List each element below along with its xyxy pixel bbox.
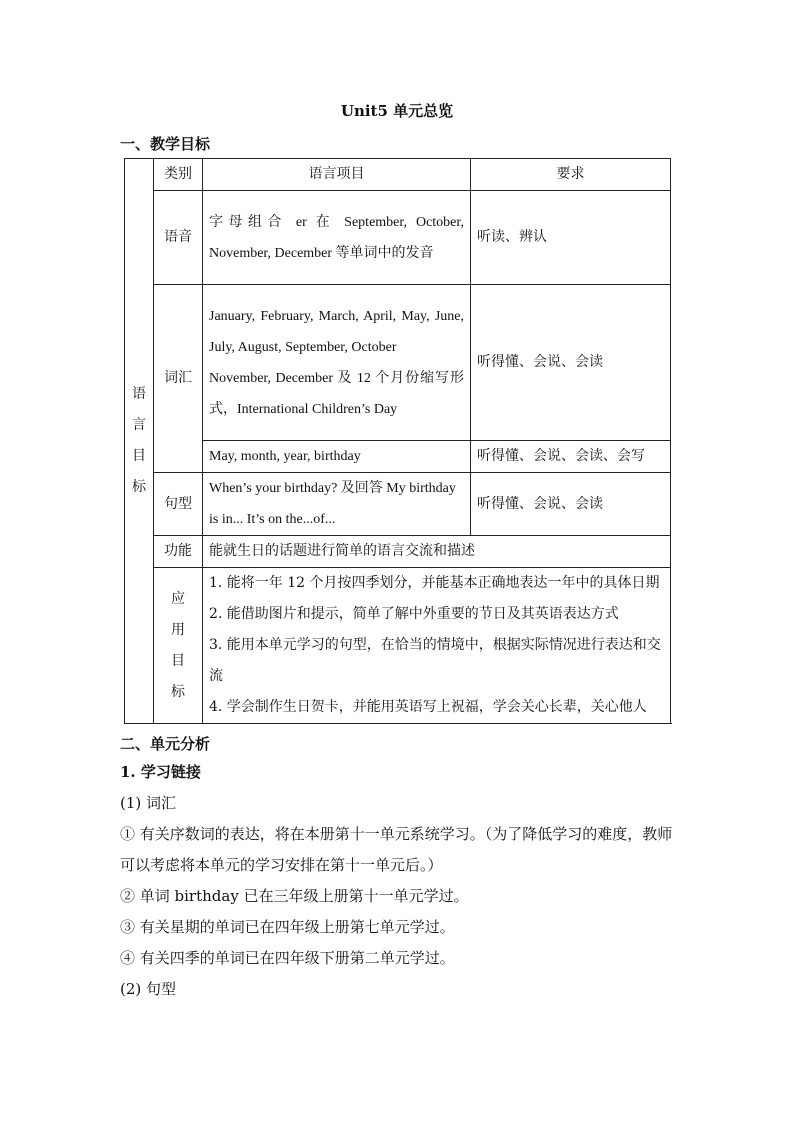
table-row-sentence [125, 473, 671, 536]
item-vocab-months-line1: January, February, March, April, May, June, July, August, September, October [209, 308, 464, 355]
header-requirement: 要求 [471, 159, 671, 191]
table-row-function [125, 536, 671, 568]
header-category: 类别 [154, 159, 203, 191]
item-function: 能就生日的话题进行简单的语言交流和描述 [203, 536, 671, 568]
point-ordinals: ① 有关序数词的表达，将在本册第十一单元系统学习。（为了降低学习的难度，教师可以考虑将本单元的学习安排在第十一单元后。） [120, 825, 673, 874]
application-goal-label [154, 568, 203, 724]
table-row-vocab [125, 285, 671, 441]
requirement-vocab-months: 听得懂、会说、会读 [471, 285, 671, 441]
language-goal-label [125, 159, 154, 724]
category-function: 功能 [154, 536, 203, 568]
requirement-sentence: 听得懂、会说、会读 [471, 473, 671, 536]
header-item: 语言项目 [203, 159, 471, 191]
language-goal-char: 目 [132, 448, 146, 464]
item-sentence: When’s your birthday? 及回答 My birthday is in... It’s on the...of... [203, 473, 471, 536]
application-goal-item: 4. 学会制作生日贺卡，并能用英语写上祝福，学会关心长辈，关心他人 [209, 699, 647, 715]
language-goal-char: 言 [132, 417, 146, 433]
language-goal-char: 标 [132, 479, 146, 495]
category-phonetics: 语音 [154, 191, 203, 285]
item-vocab-months [203, 285, 471, 441]
application-goal-char: 目 [171, 652, 185, 669]
teaching-goals-table [124, 158, 671, 724]
application-goal-item: 2. 能借助图片和提示，简单了解中外重要的节日及其英语表达方式 [209, 606, 619, 622]
vocab-heading: (1) 词汇 [120, 794, 177, 812]
category-sentence: 句型 [154, 473, 203, 536]
point-birthday: ② 单词 birthday 已在三年级上册第十一单元学过。 [120, 887, 469, 905]
subheading-learning-links: 1. 学习链接 [120, 763, 201, 781]
item-phonetics: 字母组合 er 在 September, October, November, December 等单词中的发音 [203, 191, 471, 285]
application-goal-char: 应 [171, 590, 185, 607]
section-heading-goals: 一、教学目标 [120, 135, 211, 153]
table-row-phonetics [125, 191, 671, 285]
requirement-vocab-write: 听得懂、会说、会读、会写 [471, 441, 671, 473]
application-goals [203, 568, 671, 724]
page-title: Unit5 单元总览 [340, 102, 454, 120]
point-seasons: ④ 有关四季的单词已在四年级下册第二单元学过。 [120, 949, 455, 967]
sentence-heading: (2) 句型 [120, 980, 177, 998]
table-row-application [125, 568, 671, 724]
application-goal-char: 标 [171, 683, 185, 700]
item-vocab-write: May, month, year, birthday [203, 441, 471, 473]
application-goal-char: 用 [171, 621, 185, 638]
item-vocab-months-line2: November, December 及 12 个月份缩写形式，International Children’s Day [209, 370, 464, 417]
application-goal-item: 1. 能将一年 12 个月按四季划分，并能基本正确地表达一年中的具体日期 [209, 575, 660, 591]
table-row-vocab-write [125, 441, 671, 473]
category-vocab: 词汇 [154, 285, 203, 473]
point-weekdays: ③ 有关星期的单词已在四年级上册第七单元学过。 [120, 918, 455, 936]
table-header-row [125, 159, 671, 191]
language-goal-char: 语 [132, 386, 146, 402]
application-goal-item: 3. 能用本单元学习的句型，在恰当的情境中，根据实际情况进行表达和交流 [209, 637, 661, 684]
section-heading-analysis: 二、单元分析 [120, 735, 211, 753]
requirement-phonetics: 听读、辨认 [471, 191, 671, 285]
